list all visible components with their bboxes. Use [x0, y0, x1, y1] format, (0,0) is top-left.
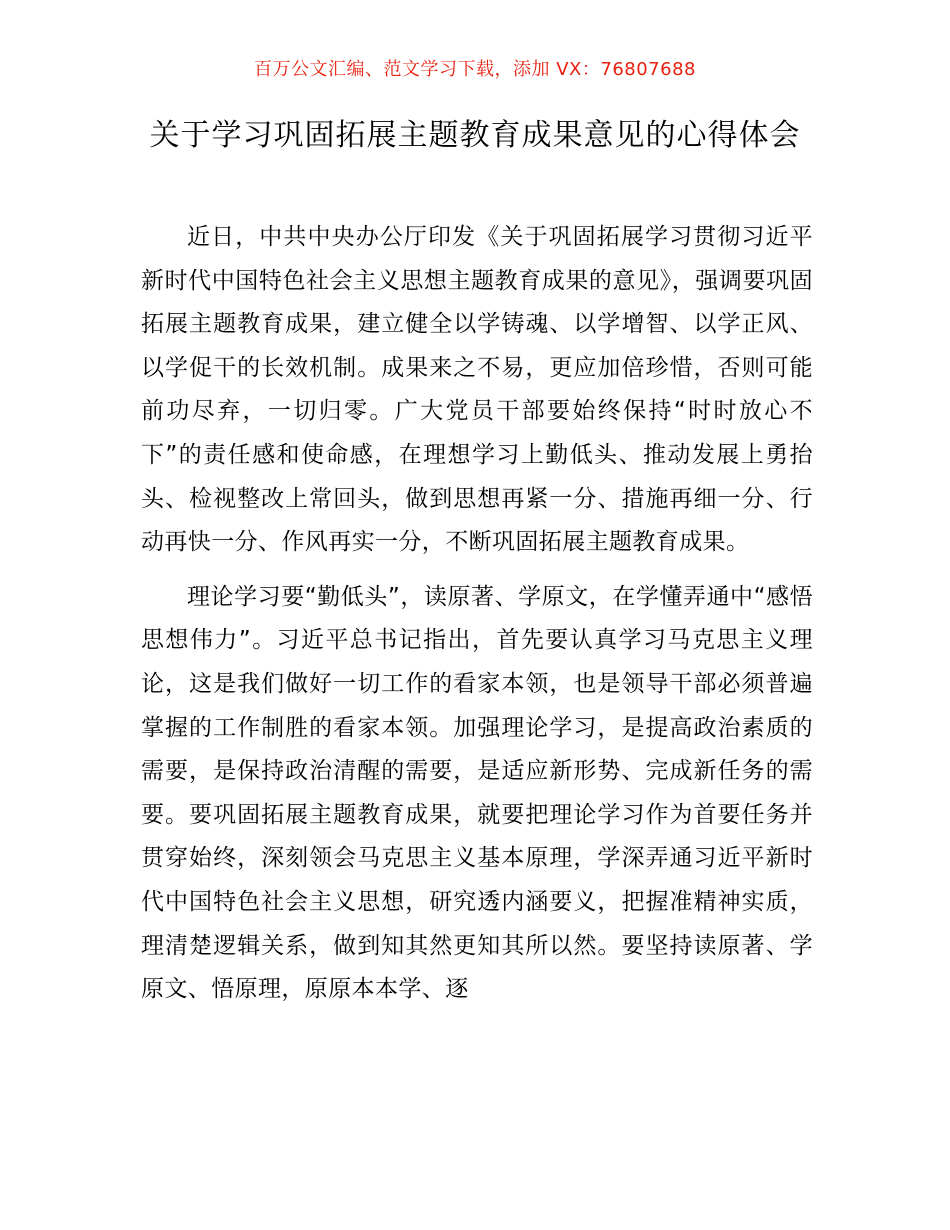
header-banner: 百万公文汇编、范文学习下载，添加 VX：76807688: [254, 59, 696, 80]
document-title: 关于学习巩固拓展主题教育成果意见的心得体会: [149, 118, 801, 153]
paragraph-2: 理论学习要“勤低头”，读原著、学原文，在学懂弄通中“感悟思想伟力”。习近平总书记指出，首先要认真学习马克思主义理论，这是我们做好一切工作的看家本领，也是领导干部必须普遍掌握的工作制胜的看家本领。加强理论学习，是提高政治素质的需要，是保持政治清醒的需要，是适应新形势、完成新任务的需要。要巩固拓展主题教育成果，就要把理论学习作为首要任务并贯穿始终，深刻领会马克思主义基本原理，学深弄通习近平新时代中国特色社会主义思想，研究透内涵要义，把握准精神实质，理清楚逻辑关系，做到知其然更知其所以然。要坚持读原著、学原文、悟原理，原原本本学、逐: [141, 583, 813, 1003]
paragraph-1: 近日，中共中央办公厅印发《关于巩固拓展学习贯彻习近平新时代中国特色社会主义思想主题教育成果的意见》，强调要巩固拓展主题教育成果，建立健全以学铸魂、以学增智、以学正风、以学促干的长效机制。成果来之不易，更应加倍珍惜，否则可能前功尽弃，一切归零。广大党员干部要始终保持“时时放心不下”的责任感和使命感，在理想学习上勤低头、推动发展上勇抬头、检视整改上常回头，做到思想再紧一分、措施再细一分、行动再快一分、作风再实一分，不断巩固拓展主题教育成果。: [141, 224, 813, 556]
document-body: [141, 216, 813, 1023]
